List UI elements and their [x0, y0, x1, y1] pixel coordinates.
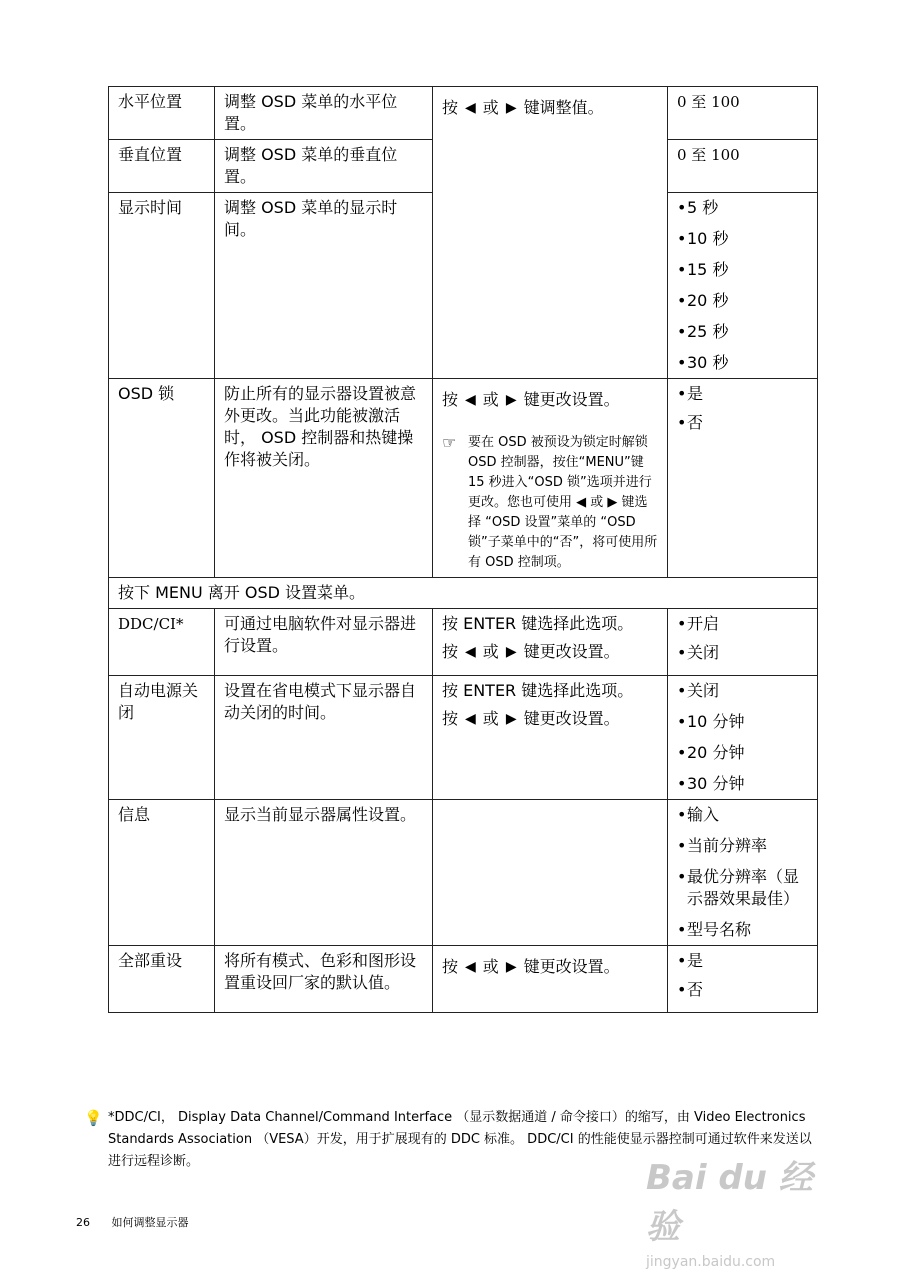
instruction-enter: 按 ENTER 键选择此选项。 [442, 681, 634, 700]
table-row-ddcci [109, 609, 818, 676]
item-name: 信息 [109, 800, 215, 946]
item-name: 全部重设 [109, 946, 215, 1013]
instruction-line [442, 97, 659, 119]
list-item: • 30 分钟 [677, 773, 809, 795]
list-item: • 是 [677, 383, 809, 405]
options-list [677, 197, 809, 374]
table-row-osd-lock [109, 379, 818, 578]
list-item: • 25 秒 [677, 321, 809, 343]
item-options [668, 609, 818, 676]
table-row-auto-power-off [109, 676, 818, 800]
options-list [677, 804, 809, 941]
instr-action: 键调整值。 [523, 98, 604, 117]
page-number: 26 [76, 1216, 90, 1229]
section-title: 如何调整显示器 [111, 1216, 189, 1229]
right-triangle-icon: ▶ [505, 644, 517, 660]
pointing-hand-icon: ☞ [442, 433, 457, 452]
table-row-horizontal-position [109, 87, 818, 140]
instr-action: 键更改设置。 [523, 642, 620, 661]
item-name: OSD 锁 [109, 379, 215, 578]
list-item: • 关闭 [677, 642, 809, 664]
list-item: • 否 [677, 412, 809, 434]
instr-or: 或 [482, 709, 499, 728]
right-triangle-icon: ▶ [505, 392, 517, 408]
instruction-line [442, 708, 659, 730]
item-instruction [433, 946, 668, 1013]
list-item: • 输入 [677, 804, 809, 826]
item-description: 将所有模式、色彩和图形设置重设回厂家的默认值。 [215, 946, 433, 1013]
instr-or: 或 [482, 98, 499, 117]
note-block [442, 433, 659, 573]
list-item: • 型号名称 [677, 919, 809, 941]
instruction-enter: 按 ENTER 键选择此选项。 [442, 614, 634, 633]
options-list [677, 680, 809, 795]
left-triangle-icon: ◀ [465, 392, 476, 408]
instruction-line [442, 389, 659, 411]
instr-action: 键更改设置。 [523, 709, 620, 728]
item-instruction [433, 609, 668, 676]
item-name: 垂直位置 [109, 140, 215, 193]
page-footer [76, 1214, 189, 1230]
item-options [668, 800, 818, 946]
instr-or: 或 [482, 390, 499, 409]
list-item: • 30 秒 [677, 352, 809, 374]
item-name: 水平位置 [109, 87, 215, 140]
list-item: • 是 [677, 950, 809, 972]
item-description: 调整 OSD 菜单的水平位置。 [215, 87, 433, 140]
item-name: DDC/CI* [109, 609, 215, 676]
item-name: 显示时间 [109, 193, 215, 379]
note-text: 要在 OSD 被预设为锁定时解锁 OSD 控制器，按住“MENU”键 15 秒进入“OSD 锁”选项并进行更改。您也可使用 ◀ 或 ▶ 键选择 “OSD 设置”菜单的 “OSD 锁”子菜单中的“否”，将可使用所有 OSD 控制项。 [468, 435, 658, 570]
list-item: • 20 分钟 [677, 742, 809, 764]
watermark-url: jingyan.baidu.com [646, 1254, 776, 1270]
right-triangle-icon: ▶ [505, 711, 517, 727]
left-triangle-icon: ◀ [465, 100, 476, 116]
instruction-line [442, 641, 659, 663]
instr-action: 键更改设置。 [523, 957, 620, 976]
left-triangle-icon: ◀ [465, 644, 476, 660]
instr-or: 或 [482, 642, 499, 661]
options-list [677, 613, 809, 664]
item-description: 显示当前显示器属性设置。 [215, 800, 433, 946]
item-options [668, 946, 818, 1013]
baidu-watermark [646, 1150, 846, 1270]
options-list [677, 950, 809, 1001]
item-options [668, 676, 818, 800]
item-range: 0 至 100 [668, 87, 818, 140]
item-description: 设置在省电模式下显示器自动关闭的时间。 [215, 676, 433, 800]
item-description: 防止所有的显示器设置被意外更改。当此功能被激活时， OSD 控制器和热键操作将被关闭。 [215, 379, 433, 578]
footnote-text: *DDC/CI， Display Data Channel/Command Interface （显示数据通道 / 命令接口）的缩写，由 Video Electronics Standards Association （VESA）开发，用于扩展现有的 DDC 标准。 DDC/CI 的性能使显示器控制可通过软件来发送以进行远程诊断。 [108, 1110, 812, 1169]
list-item: • 5 秒 [677, 197, 809, 219]
item-description: 调整 OSD 菜单的显示时间。 [215, 193, 433, 379]
right-triangle-icon: ▶ [505, 959, 517, 975]
item-instruction [433, 379, 668, 578]
table-row-menu-exit [109, 578, 818, 609]
item-description: 调整 OSD 菜单的垂直位置。 [215, 140, 433, 193]
list-item: • 10 秒 [677, 228, 809, 250]
menu-exit-note: 按下 MENU 离开 OSD 设置菜单。 [109, 578, 818, 609]
list-item: • 15 秒 [677, 259, 809, 281]
left-triangle-icon: ◀ [465, 959, 476, 975]
list-item: • 否 [677, 979, 809, 1001]
instr-press: 按 [442, 642, 459, 661]
options-list [677, 383, 809, 434]
item-name: 自动电源关闭 [109, 676, 215, 800]
table-row-information [109, 800, 818, 946]
instruction-line [442, 956, 659, 978]
list-item: • 关闭 [677, 680, 809, 702]
item-instruction [433, 800, 668, 946]
left-triangle-icon: ◀ [465, 711, 476, 727]
instr-or: 或 [482, 957, 499, 976]
item-instruction [433, 87, 668, 379]
item-range: 0 至 100 [668, 140, 818, 193]
list-item: • 20 秒 [677, 290, 809, 312]
list-item: • 开启 [677, 613, 809, 635]
item-options [668, 379, 818, 578]
osd-settings-table [108, 86, 818, 1013]
item-options [668, 193, 818, 379]
lightbulb-icon: 💡 [84, 1109, 103, 1127]
instr-press: 按 [442, 390, 459, 409]
right-triangle-icon: ▶ [505, 100, 517, 116]
list-item: • 当前分辨率 [677, 835, 809, 857]
instr-press: 按 [442, 957, 459, 976]
list-item: • 最优分辨率（显示器效果最佳） [677, 866, 809, 910]
instr-press: 按 [442, 709, 459, 728]
watermark-brand: Bai du 经验 [646, 1158, 813, 1247]
instr-action: 键更改设置。 [523, 390, 620, 409]
table-row-reset-all [109, 946, 818, 1013]
item-description: 可通过电脑软件对显示器进行设置。 [215, 609, 433, 676]
list-item: • 10 分钟 [677, 711, 809, 733]
instr-press: 按 [442, 98, 459, 117]
item-instruction [433, 676, 668, 800]
